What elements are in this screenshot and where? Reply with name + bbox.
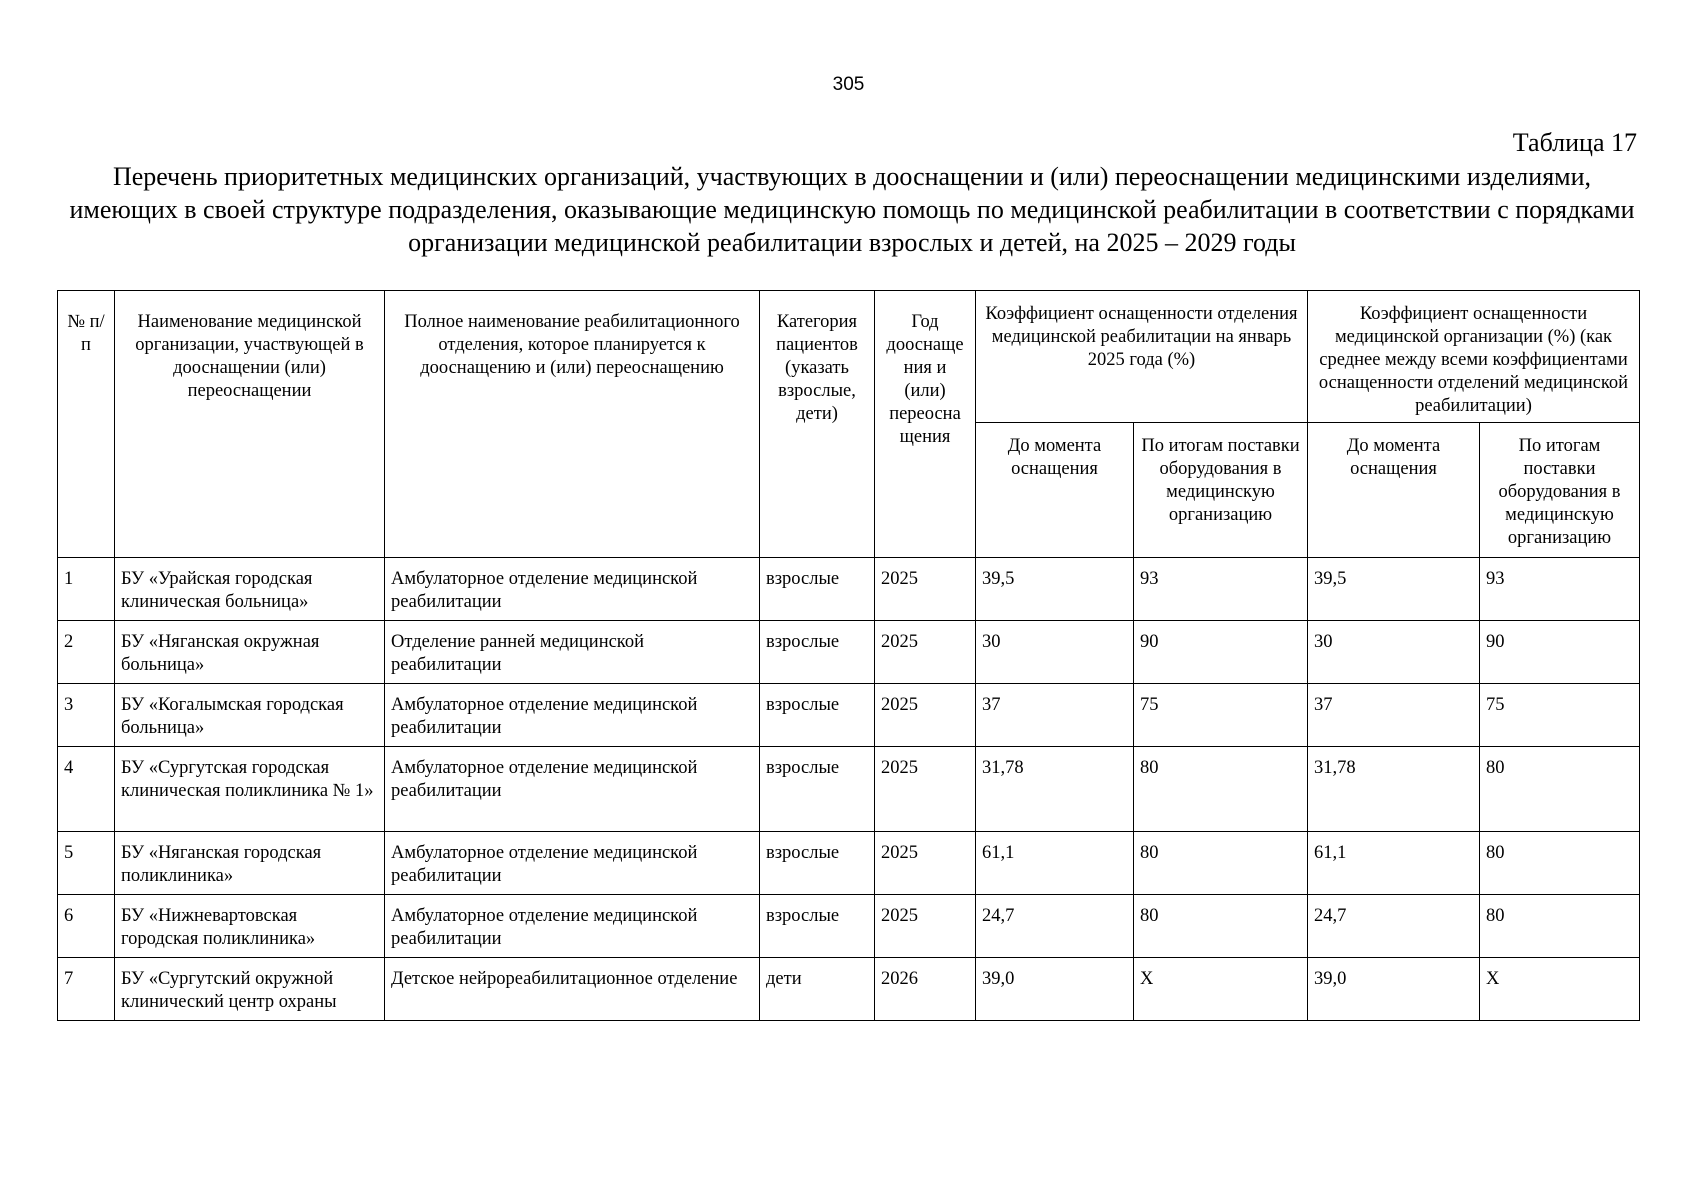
cell-dept-after: 75 <box>1134 684 1308 747</box>
header-category: Категория пациентов (указать взрослые, дети) <box>760 291 875 558</box>
cell-department: Отделение ранней медицинской реабилитации <box>385 621 760 684</box>
header-dept-after: По итогам поставки оборудования в медицинскую организацию <box>1134 423 1308 558</box>
header-dept-coefficient: Коэффициент оснащенности отделения медицинской реабилитации на январь 2025 года (%) <box>976 291 1308 423</box>
table-row <box>58 832 1640 895</box>
cell-org-after: Х <box>1480 958 1640 1021</box>
table-body <box>58 558 1640 1021</box>
header-year: Год дооснаще ния и (или) переосна щения <box>875 291 976 558</box>
cell-category: взрослые <box>760 747 875 832</box>
header-org-name: Наименование медицинской организации, участвующей в дооснащении (или) переоснащении <box>115 291 385 558</box>
table-row <box>58 621 1640 684</box>
table-row <box>58 895 1640 958</box>
organizations-table <box>57 290 1640 1021</box>
cell-dept-after: 93 <box>1134 558 1308 621</box>
table-row <box>58 958 1640 1021</box>
cell-org-before: 61,1 <box>1308 832 1480 895</box>
header-org-before: До момента оснащения <box>1308 423 1480 558</box>
cell-year: 2025 <box>875 832 976 895</box>
cell-year: 2025 <box>875 895 976 958</box>
cell-org-after: 80 <box>1480 747 1640 832</box>
cell-num: 3 <box>58 684 115 747</box>
cell-org-before: 30 <box>1308 621 1480 684</box>
cell-org-after: 90 <box>1480 621 1640 684</box>
cell-department: Амбулаторное отделение медицинской реабилитации <box>385 558 760 621</box>
cell-dept-before: 39,0 <box>976 958 1134 1021</box>
table-row <box>58 684 1640 747</box>
cell-dept-after: 90 <box>1134 621 1308 684</box>
cell-category: дети <box>760 958 875 1021</box>
cell-org-before: 39,5 <box>1308 558 1480 621</box>
cell-organization: БУ «Няганская городская поликлиника» <box>115 832 385 895</box>
cell-dept-before: 37 <box>976 684 1134 747</box>
cell-org-after: 75 <box>1480 684 1640 747</box>
cell-year: 2025 <box>875 558 976 621</box>
cell-num: 6 <box>58 895 115 958</box>
header-num: № п/п <box>58 291 115 558</box>
cell-num: 4 <box>58 747 115 832</box>
cell-dept-before: 61,1 <box>976 832 1134 895</box>
cell-category: взрослые <box>760 832 875 895</box>
cell-organization: БУ «Сургутская городская клиническая поликлиника № 1» <box>115 747 385 832</box>
cell-department: Амбулаторное отделение медицинской реабилитации <box>385 895 760 958</box>
cell-org-after: 80 <box>1480 832 1640 895</box>
cell-year: 2025 <box>875 621 976 684</box>
cell-organization: БУ «Когалымская городская больница» <box>115 684 385 747</box>
cell-organization: БУ «Сургутский окружной клинический центр охраны <box>115 958 385 1021</box>
cell-num: 7 <box>58 958 115 1021</box>
header-dept-name: Полное наименование реабилитационного отделения, которое планируется к дооснащению и (или) переоснащению <box>385 291 760 558</box>
cell-num: 1 <box>58 558 115 621</box>
table-row <box>58 558 1640 621</box>
table-label: Таблица 17 <box>1512 128 1637 157</box>
document-title: Перечень приоритетных медицинских организаций, участвующих в дооснащении и (или) переоснащении медицинскими изделиями, имеющих в своей структуре подразделения, оказывающие медицинскую помощь по медицинской реабилитации в соответствии с порядками организации медицинской реабилитации взрослых и детей, на 2025 – 2029 годы <box>69 162 1635 257</box>
cell-year: 2025 <box>875 684 976 747</box>
cell-category: взрослые <box>760 895 875 958</box>
cell-dept-before: 30 <box>976 621 1134 684</box>
cell-org-before: 37 <box>1308 684 1480 747</box>
cell-year: 2026 <box>875 958 976 1021</box>
cell-dept-before: 39,5 <box>976 558 1134 621</box>
cell-department: Амбулаторное отделение медицинской реабилитации <box>385 832 760 895</box>
cell-num: 5 <box>58 832 115 895</box>
page-number: 305 <box>832 74 865 95</box>
cell-organization: БУ «Урайская городская клиническая больница» <box>115 558 385 621</box>
header-org-after: По итогам поставки оборудования в медицинскую организацию <box>1480 423 1640 558</box>
cell-dept-before: 24,7 <box>976 895 1134 958</box>
cell-category: взрослые <box>760 621 875 684</box>
cell-dept-after: Х <box>1134 958 1308 1021</box>
cell-department: Детское нейрореабилитационное отделение <box>385 958 760 1021</box>
cell-org-after: 93 <box>1480 558 1640 621</box>
cell-org-before: 39,0 <box>1308 958 1480 1021</box>
cell-department: Амбулаторное отделение медицинской реабилитации <box>385 684 760 747</box>
cell-organization: БУ «Нижневартовская городская поликлиника» <box>115 895 385 958</box>
cell-category: взрослые <box>760 558 875 621</box>
cell-dept-before: 31,78 <box>976 747 1134 832</box>
cell-org-after: 80 <box>1480 895 1640 958</box>
cell-org-before: 31,78 <box>1308 747 1480 832</box>
cell-organization: БУ «Няганская окружная больница» <box>115 621 385 684</box>
cell-category: взрослые <box>760 684 875 747</box>
header-org-coefficient: Коэффициент оснащенности медицинской организации (%) (как среднее между всеми коэффициентами оснащенности отделений медицинской реабилитации) <box>1308 291 1640 423</box>
cell-department: Амбулаторное отделение медицинской реабилитации <box>385 747 760 832</box>
cell-dept-after: 80 <box>1134 832 1308 895</box>
cell-dept-after: 80 <box>1134 895 1308 958</box>
table-row <box>58 747 1640 832</box>
cell-num: 2 <box>58 621 115 684</box>
cell-org-before: 24,7 <box>1308 895 1480 958</box>
header-dept-before: До момента оснащения <box>976 423 1134 558</box>
cell-year: 2025 <box>875 747 976 832</box>
cell-dept-after: 80 <box>1134 747 1308 832</box>
